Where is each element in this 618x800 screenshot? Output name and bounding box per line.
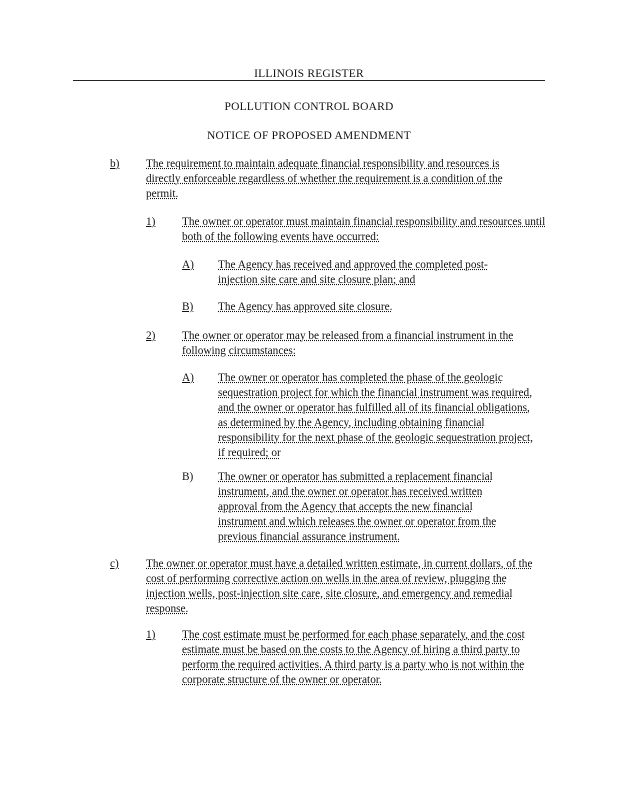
section-b-2-B-label: B)	[182, 471, 194, 483]
section-c-1-label: 1)	[146, 629, 156, 641]
board-name: POLLUTION CONTROL BOARD	[224, 101, 394, 113]
section-b-2-text: The owner or operator may be released from a financial instrument in the following circumstances:	[182, 330, 514, 358]
section-c-1-text: The cost estimate must be performed for each phase separately, and the cost estimate must be based on the costs to the Agency of hiring a third party to perform the required activities. A third party is a party who is not within the corporate structure of the owner or operator.	[182, 629, 525, 687]
section-b-1-B-label: B)	[182, 301, 194, 313]
section-c-text: The owner or operator must have a detailed written estimate, in current dollars, of the cost of performing corrective action on wells in the area of review, plugging the injection wells, post-injection site care, site closure, and emergency and remedial response.	[146, 558, 533, 616]
section-b-1-text: The owner or operator must maintain financial responsibility and resources until both of the following events have occurred:	[182, 216, 546, 244]
section-b-1-A-text: The Agency has received and approved the completed post-injection site care and site closure plan; and	[218, 259, 488, 287]
section-b-1-A-label: A)	[182, 259, 194, 271]
notice-title: NOTICE OF PROPOSED AMENDMENT	[207, 130, 411, 142]
section-b-1-label: 1)	[146, 216, 156, 228]
section-b-label: b)	[110, 158, 120, 170]
header-rule	[73, 80, 545, 81]
section-b-1-B-text: The Agency has approved site closure.	[218, 301, 393, 313]
section-b-2-label: 2)	[146, 330, 156, 342]
section-b-2-A-label: A)	[182, 372, 194, 384]
section-b-text: The requirement to maintain adequate financial responsibility and resources is directly enforceable regardless of whether the requirement is a condition of the permit.	[146, 158, 503, 201]
register-title: ILLINOIS REGISTER	[254, 68, 364, 80]
section-b-2-B-text: The owner or operator has submitted a replacement financial instrument, and the owner or operator has received written approval from the Agency that accepts the new financial instrument and which releases the owner or operator from the previous financial assurance instrument.	[218, 471, 497, 544]
section-b-2-A-text: The owner or operator has completed the phase of the geologic sequestration project for which the financial instrument was required, and the owner or operator has fulfilled all of its financial obligations, as determined by the Agency, including obtaining financial responsibility for the next phase of the geologic sequestration project, if required; or	[218, 372, 533, 460]
section-c-label: c)	[110, 558, 119, 570]
